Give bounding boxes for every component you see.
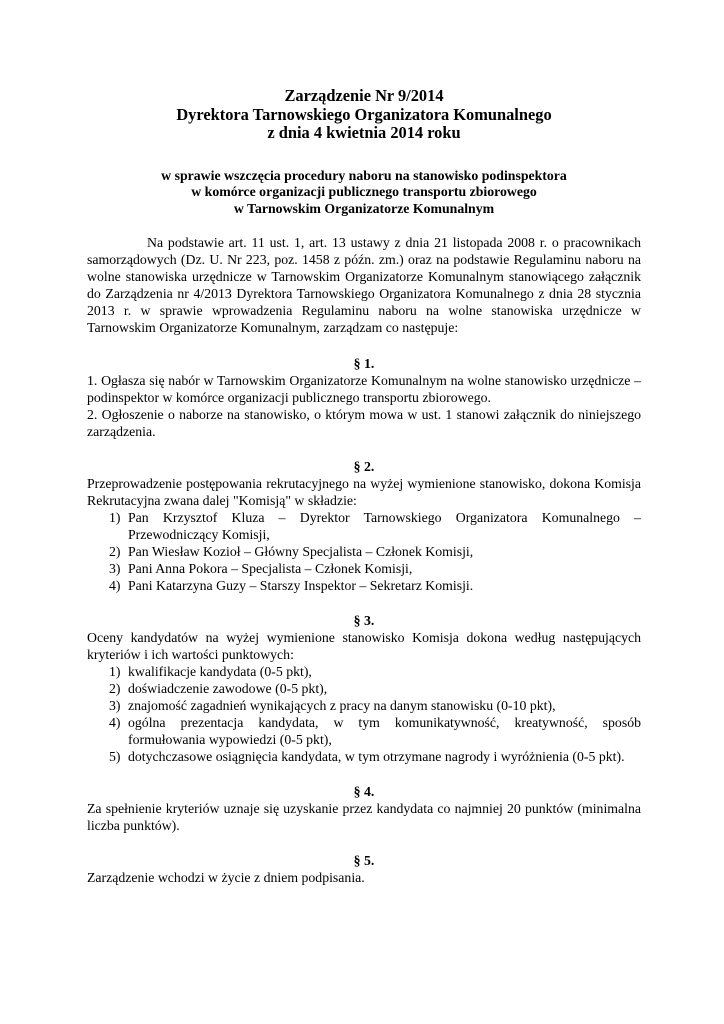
list-item: 1) kwalifikacje kandydata (0-5 pkt), (109, 663, 312, 679)
list-item: 2) Pan Wiesław Kozioł – Główny Specjalista – Członek Komisji, (109, 543, 474, 559)
section-5-heading: § 5. (353, 852, 375, 868)
list-item: 3) Pani Anna Pokora – Specjalista – Członek Komisji, (109, 560, 413, 576)
section-2-heading: § 2. (353, 458, 375, 474)
section-1-paragraph-1: 1. Ogłasza się nabór w Tarnowskim Organizatorze Komunalnym na wolne stanowisko urzędnicze – podinspektor w komórce organizacji publicznego transportu zbiorowego. (87, 372, 641, 405)
section-1-heading: § 1. (353, 355, 375, 371)
section-1-paragraph-2: 2. Ogłoszenie o naborze na stanowisko, o którym mowa w ust. 1 stanowi załącznik do niniejszego zarządzenia. (87, 406, 641, 439)
section-5-text: Zarządzenie wchodzi w życie z dniem podpisania. (87, 869, 365, 885)
document-title (87, 87, 641, 143)
commission-members-list (87, 509, 641, 594)
document-subject (87, 168, 641, 218)
list-item: 5) dotychczasowe osiągnięcia kandydata, w tym otrzymane nagrody i wyróżnienia (0-5 pkt). (109, 748, 625, 764)
subject-line-2: w komórce organizacji publicznego transportu zbiorowego (191, 184, 537, 200)
intro-paragraph: Na podstawie art. 11 ust. 1, art. 13 ustawy z dnia 21 listopada 2008 r. o pracownikach samorządowych (Dz. U. Nr 223, poz. 1458 z późn. zm.) oraz na podstawie Regulaminu naboru na wolne stanowiska urzędnicze w Tarnowskim Organizatorze Komunalnym stanowiącego załącznik do Zarządzenia nr 4/2013 Dyrektora Tarnowskiego Organizatora Komunalnego z dnia 28 stycznia 2013 r. w sprawie wprowadzenia Regulaminu naboru na wolne stanowiska urzędnicze w Tarnowskim Organizatorze Komunalnym, zarządzam co następuje: (87, 234, 641, 335)
criteria-list (87, 663, 641, 765)
title-line-3: z dnia 4 kwietnia 2014 roku (267, 123, 461, 143)
list-item: 1) Pan Krzysztof Kluza – Dyrektor Tarnowskiego Organizatora Komunalnego – Przewodniczący Komisji, (109, 509, 641, 542)
section-4-heading: § 4. (353, 783, 375, 799)
title-line-1: Zarządzenie Nr 9/2014 (284, 86, 444, 105)
section-2-text: Przeprowadzenie postępowania rekrutacyjnego na wyżej wymienione stanowisko, dokona Komisja Rekrutacyjna zwana dalej "Komisją" w składzie: (87, 475, 641, 508)
section-3-text: Oceny kandydatów na wyżej wymienione stanowisko Komisja dokona według następujących kryteriów i ich wartości punktowych: (87, 629, 641, 662)
section-3-heading: § 3. (353, 612, 375, 628)
list-item: 3) znajomość zagadnień wynikających z pracy na danym stanowisku (0-10 pkt), (109, 697, 556, 713)
subject-line-3: w Tarnowskim Organizatorze Komunalnym (233, 200, 495, 216)
list-item: 4) Pani Katarzyna Guzy – Starszy Inspektor – Sekretarz Komisji. (109, 577, 474, 593)
title-line-2: Dyrektora Tarnowskiego Organizatora Komunalnego (176, 104, 552, 124)
list-item: 4) ogólna prezentacja kandydata, w tym komunikatywność, kreatywność, sposób formułowania wypowiedzi (0-5 pkt), (109, 714, 641, 747)
list-item: 2) doświadczenie zawodowe (0-5 pkt), (109, 680, 328, 696)
subject-line-1: w sprawie wszczęcia procedury naboru na stanowisko podinspektora (161, 167, 567, 183)
document-body (87, 87, 641, 886)
section-4-text: Za spełnienie kryteriów uznaje się uzyskanie przez kandydata co najmniej 20 punktów (minimalna liczba punktów). (87, 800, 641, 833)
